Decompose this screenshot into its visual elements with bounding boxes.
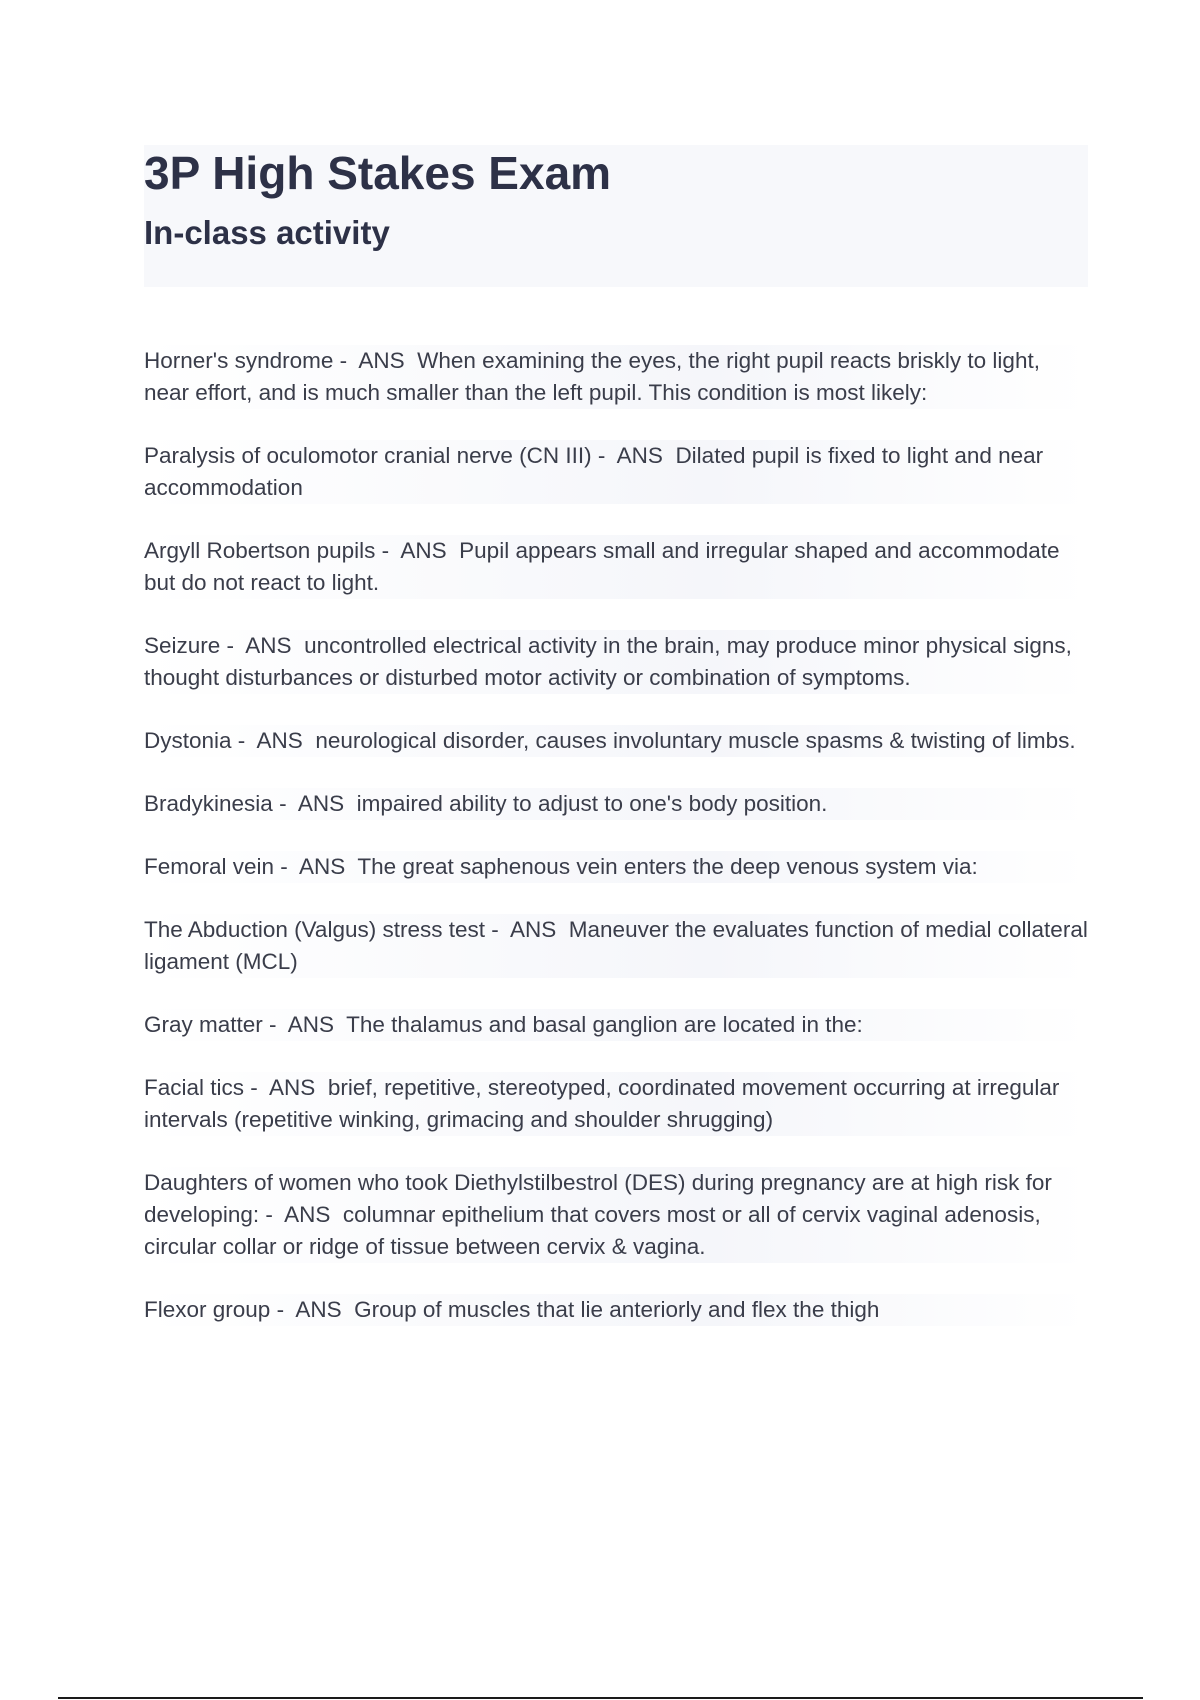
qa-term: Bradykinesia: [144, 791, 273, 816]
qa-item-bradykinesia: [144, 788, 1088, 820]
qa-item-flexor-group: [144, 1294, 1088, 1326]
qa-term: Argyll Robertson pupils: [144, 538, 376, 563]
qa-separator: - ANS: [333, 348, 418, 373]
footer-divider: [58, 1697, 1143, 1699]
qa-term: The Abduction (Valgus) stress test: [144, 917, 485, 942]
qa-item-seizure: [144, 630, 1088, 694]
qa-separator: - ANS: [244, 1075, 328, 1100]
qa-answer: Group of muscles that lie anteriorly and flex the thigh: [354, 1297, 880, 1322]
qa-separator: - ANS: [262, 1012, 347, 1037]
qa-answer: columnar epithelium that covers most or all of cervix vaginal adenosis, circular collar or ridge of tissue between cervix & vagina.: [144, 1202, 1041, 1259]
qa-separator: - ANS: [270, 1297, 355, 1322]
qa-item-dystonia: [144, 725, 1088, 757]
qa-term: Paralysis of oculomotor cranial nerve (CN III): [144, 443, 592, 468]
qa-answer: Dilated pupil is fixed to light and near accommodation: [144, 443, 1044, 500]
qa-item-facial-tics: [144, 1072, 1088, 1136]
qa-item-oculomotor-paralysis: [144, 440, 1088, 504]
qa-answer: brief, repetitive, stereotyped, coordinated movement occurring at irregular intervals (repetitive winking, grimacing and shoulder shrugging): [144, 1075, 1060, 1132]
qa-answer: impaired ability to adjust to one's body position.: [356, 791, 828, 816]
qa-term: Facial tics: [144, 1075, 245, 1100]
qa-item-des-daughters: [144, 1167, 1088, 1263]
qa-separator: - ANS: [259, 1202, 343, 1227]
qa-separator: - ANS: [272, 791, 357, 816]
document-title: 3P High Stakes Exam: [144, 147, 612, 199]
qa-answer: neurological disorder, causes involuntary muscle spasms & twisting of limbs.: [315, 728, 1076, 753]
qa-term: Flexor group: [144, 1297, 271, 1322]
qa-term: Gray matter: [144, 1012, 263, 1037]
qa-term: Seizure: [144, 633, 221, 658]
qa-term: Horner's syndrome: [144, 348, 334, 373]
qa-term: Dystonia: [144, 728, 232, 753]
qa-item-gray-matter: [144, 1009, 1088, 1041]
qa-item-argyll-robertson: [144, 535, 1088, 599]
qa-answer: When examining the eyes, the right pupil reacts briskly to light, near effort, and is much smaller than the left pupil. This condition is most likely:: [144, 348, 1040, 405]
qa-term: Daughters of women who took Diethylstilbestrol (DES) during pregnancy are at high risk for developing:: [144, 1170, 1052, 1227]
qa-separator: - ANS: [231, 728, 316, 753]
qa-separator: - ANS: [485, 917, 569, 942]
qa-separator: - ANS: [375, 538, 460, 563]
title-block: [144, 145, 1088, 287]
qa-item-abduction-stress-test: [144, 914, 1088, 978]
qa-answer: uncontrolled electrical activity in the brain, may produce minor physical signs, thought disturbances or disturbed motor activity or combination of symptoms.: [144, 633, 1072, 690]
qa-separator: - ANS: [274, 854, 358, 879]
qa-answer: The great saphenous vein enters the deep venous system via:: [357, 854, 978, 879]
qa-item-horners-syndrome: [144, 345, 1088, 409]
document-subtitle: In-class activity: [144, 214, 390, 251]
qa-answer: The thalamus and basal ganglion are located in the:: [346, 1012, 863, 1037]
qa-separator: - ANS: [220, 633, 305, 658]
qa-answer: Pupil appears small and irregular shaped and accommodate but do not react to light.: [144, 538, 1060, 595]
qa-list: [144, 345, 1088, 1357]
qa-answer: Maneuver the evaluates function of medial collateral ligament (MCL): [144, 917, 1088, 974]
qa-separator: - ANS: [591, 443, 676, 468]
qa-item-femoral-vein: [144, 851, 1088, 883]
qa-term: Femoral vein: [144, 854, 275, 879]
